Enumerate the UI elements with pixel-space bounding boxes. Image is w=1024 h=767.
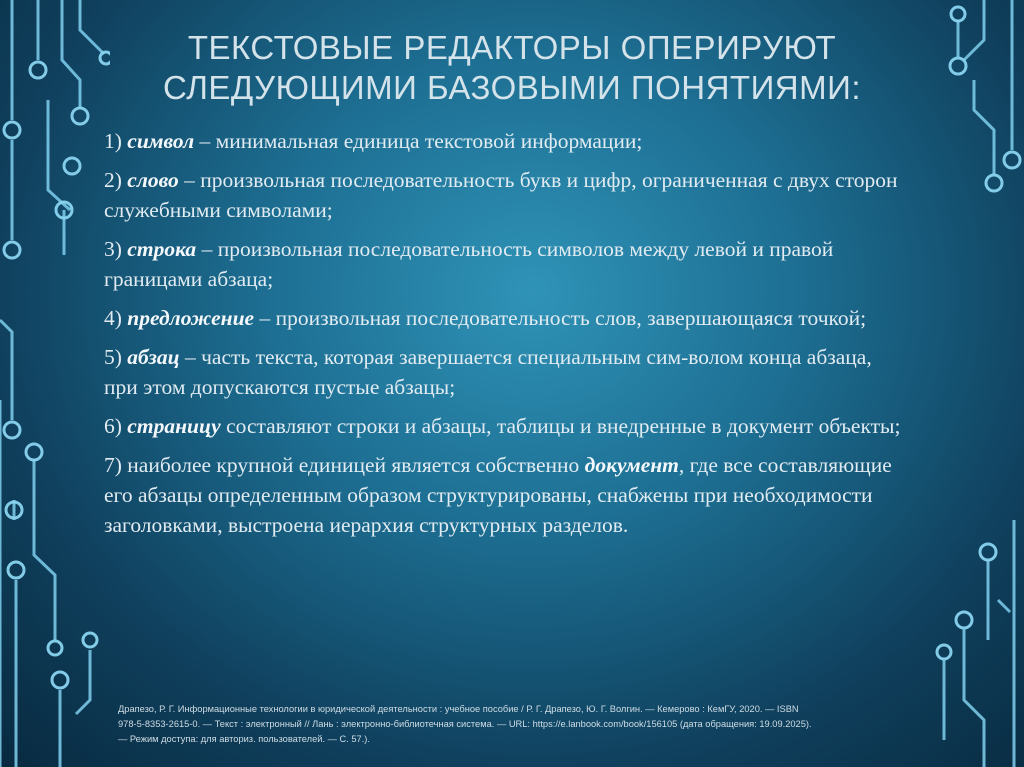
definition-list bbox=[104, 126, 904, 549]
item-prefix: 7) наиболее крупной единицей является собственно bbox=[104, 453, 585, 477]
list-item-sentence bbox=[104, 303, 904, 333]
item-prefix: 6) bbox=[104, 414, 128, 438]
list-item-line bbox=[104, 234, 904, 294]
item-text: – минимальная единица текстовой информации; bbox=[194, 129, 643, 153]
item-text: , где все составляющие его абзацы определенным образом структурированы, снабжены при необходимости заголовками, выстроена иерархия структурных разделов. bbox=[104, 453, 892, 537]
item-term: слово bbox=[127, 168, 179, 192]
slide-title bbox=[100, 28, 924, 108]
circuit-decoration-left bbox=[0, 0, 110, 767]
item-prefix: 5) bbox=[104, 345, 128, 369]
circuit-decoration-right bbox=[914, 0, 1024, 767]
list-item-document bbox=[104, 450, 904, 540]
item-text: – произвольная последовательность символов между левой и правой границами абзаца; bbox=[104, 237, 834, 291]
item-term: страницу bbox=[127, 414, 221, 438]
item-term: строка bbox=[127, 237, 197, 261]
item-term: символ bbox=[127, 129, 195, 153]
list-item-word bbox=[104, 165, 904, 225]
footnote-line-3: — Режим доступа: для авториз. пользователей. — С. 57.). bbox=[118, 734, 370, 744]
item-prefix: 2) bbox=[104, 168, 128, 192]
item-prefix: 1) bbox=[104, 129, 128, 153]
source-footnote bbox=[118, 702, 918, 747]
item-term: предложение bbox=[127, 306, 255, 330]
item-prefix: 3) bbox=[104, 237, 128, 261]
footnote-line-1: Драпезо, Р. Г. Информационные технологии в юридической деятельности : учебное пособие / Р. Г. Драпезо, Ю. Г. Волгин. — Кемерово : КемГУ, 2020. — ISBN bbox=[118, 704, 799, 714]
footnote-line-2: 978-5-8353-2615-0. — Текст : электронный // Лань : электронно-библиотечная система. — URL: https://e.lanbook.com/book/156105 (дата обращения: 19.09.2025). bbox=[118, 719, 812, 729]
list-item-paragraph bbox=[104, 342, 904, 402]
list-item-symbol bbox=[104, 126, 904, 156]
item-term: абзац bbox=[127, 345, 180, 369]
slide-title-line-1: ТЕКСТОВЫЕ РЕДАКТОРЫ ОПЕРИРУЮТ bbox=[187, 29, 837, 66]
list-item-page bbox=[104, 411, 904, 441]
item-text: составляют строки и абзацы, таблицы и внедренные в документ объекты; bbox=[220, 414, 901, 438]
item-text: – часть текста, которая завершается специальным сим-волом конца абзаца, при этом допускаются пустые абзацы; bbox=[104, 345, 872, 399]
slide-title-line-2: СЛЕДУЮЩИМИ БАЗОВЫМИ ПОНЯТИЯМИ: bbox=[163, 69, 861, 106]
item-term: документ bbox=[584, 453, 679, 477]
item-prefix: 4) bbox=[104, 306, 128, 330]
item-text: – произвольная последовательность слов, завершающаяся точкой; bbox=[254, 306, 867, 330]
item-text: – произвольная последовательность букв и цифр, ограниченная с двух сторон служебными символами; bbox=[104, 168, 898, 222]
